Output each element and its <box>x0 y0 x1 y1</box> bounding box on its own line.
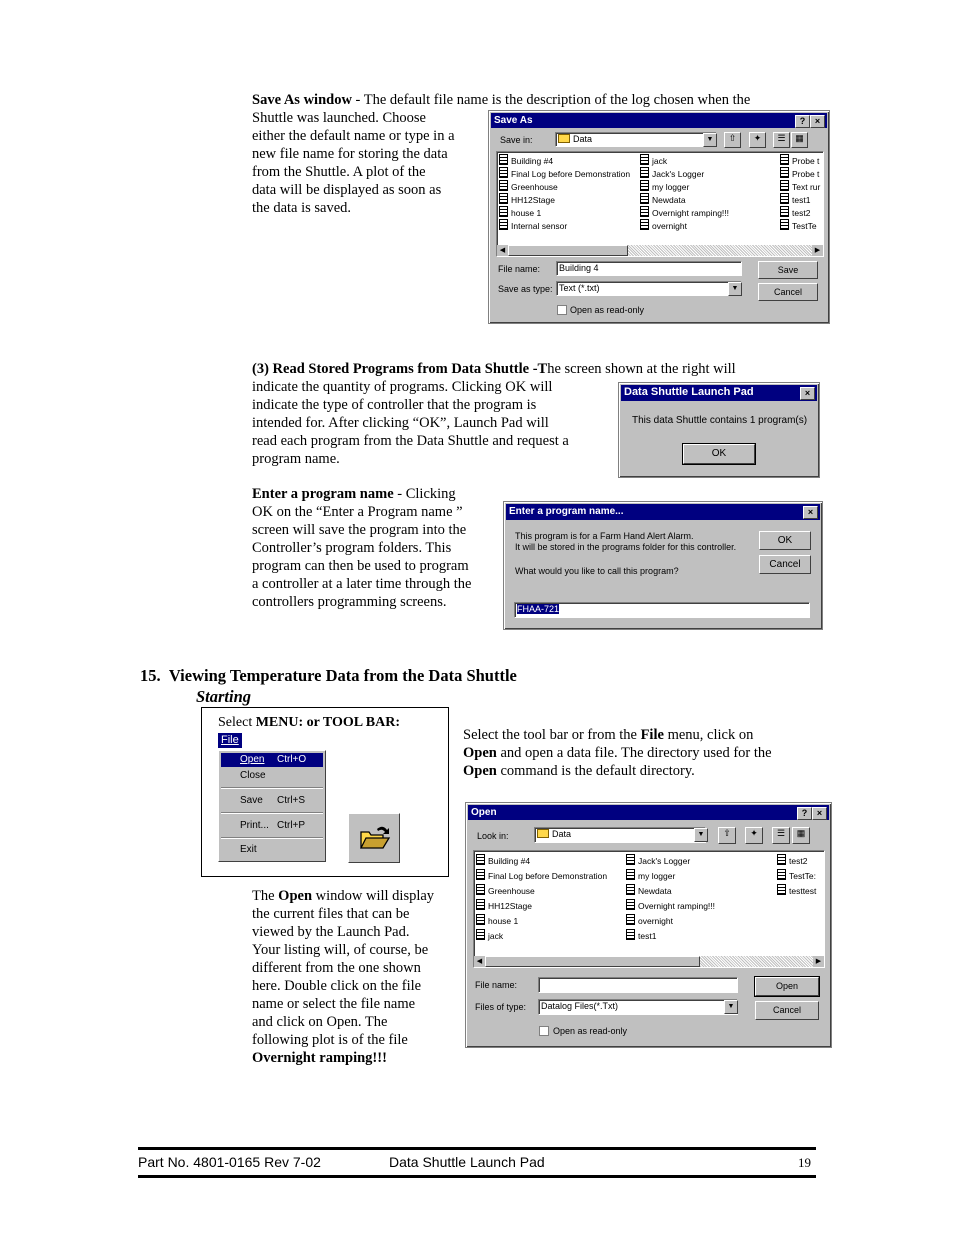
read-only-checkbox[interactable] <box>557 305 567 315</box>
open-title: Open <box>471 807 497 818</box>
file-name-input[interactable] <box>538 977 738 993</box>
scroll-right-icon[interactable]: ▶ <box>812 245 823 256</box>
scroll-thumb[interactable] <box>485 956 700 967</box>
footer-part-number: Part No. 4801-0165 Rev 7-02 <box>138 1154 321 1170</box>
chevron-down-icon[interactable]: ▼ <box>728 282 742 296</box>
save-type-select[interactable]: Text (*.txt) <box>556 281 742 296</box>
enter-name-paragraph <box>252 485 502 611</box>
list-item[interactable]: Text rur <box>780 180 820 193</box>
menu-divider <box>221 787 323 789</box>
ok-button[interactable]: OK <box>759 531 811 550</box>
enter-program-titlebar <box>506 504 820 520</box>
menu-item-open[interactable]: Open Ctrl+O <box>221 753 323 767</box>
save-as-file-list[interactable] <box>496 151 824 257</box>
scroll-thumb[interactable] <box>508 245 628 256</box>
file-menu[interactable]: File <box>218 733 242 748</box>
program-count-message: This data Shuttle contains 1 program(s) <box>632 415 808 426</box>
look-in-value: Data <box>552 829 572 839</box>
ok-button[interactable]: OK <box>683 444 755 464</box>
save-as-line: either the default name or type in a <box>252 128 455 144</box>
save-in-value: Data <box>573 134 593 144</box>
menu-item-print[interactable]: Print... Ctrl+P <box>240 820 306 831</box>
save-in-label: Save in: <box>500 135 533 145</box>
list-item[interactable]: TestTe <box>780 219 817 232</box>
scroll-left-icon[interactable]: ◀ <box>497 245 508 256</box>
look-in-label: Look in: <box>477 831 509 841</box>
list-item[interactable]: house 1 <box>499 206 541 219</box>
footer-rule <box>138 1175 816 1178</box>
folder-icon <box>537 829 549 838</box>
cancel-button[interactable]: Cancel <box>755 1001 819 1020</box>
open-folder-icon[interactable] <box>348 813 400 863</box>
list-item[interactable]: overnight <box>640 219 687 232</box>
chevron-down-icon[interactable]: ▼ <box>703 133 717 147</box>
save-as-heading: Save As window <box>252 92 352 108</box>
list-item[interactable]: Newdata <box>626 884 672 897</box>
menu-item-exit[interactable]: Exit <box>240 844 257 855</box>
list-item[interactable]: Internal sensor <box>499 219 567 232</box>
open-instructions: Select the tool bar or from the File menu, click on Open and open a data file. The directory used for the Open command is the default directory. <box>463 727 772 779</box>
list-item[interactable]: Probe t <box>780 167 819 180</box>
program-name-value: FHAA-721 <box>517 604 560 614</box>
save-as-dialog <box>488 110 830 324</box>
cancel-button[interactable]: Cancel <box>759 555 811 574</box>
save-as-title: Save As <box>494 115 533 126</box>
save-as-line: new file name for storing the data <box>252 146 448 162</box>
read-only-label: Open as read-only <box>553 1026 628 1036</box>
menu-item-save[interactable]: Save Ctrl+S <box>240 795 306 806</box>
help-button[interactable]: ? <box>797 807 812 820</box>
new-folder-icon[interactable]: ✦ <box>745 827 763 844</box>
list-item[interactable]: test1 <box>626 929 656 942</box>
menu-item-close[interactable]: Close <box>240 770 266 781</box>
scroll-left-icon[interactable]: ◀ <box>474 956 485 967</box>
read-programs-line: intended for. After clicking “OK”, Launch Pad will <box>252 415 549 431</box>
footer-rule <box>138 1147 816 1150</box>
section-number: 15. <box>140 666 161 685</box>
save-as-titlebar <box>491 113 827 128</box>
close-button[interactable]: × <box>810 115 825 128</box>
controller-type-message: This program is for a Farm Hand Alert Alarm. <box>515 531 694 541</box>
file-type-label: Files of type: <box>475 1002 527 1012</box>
storage-message: It will be stored in the programs folder for this controller. <box>515 542 737 552</box>
horizontal-scrollbar[interactable] <box>497 245 823 256</box>
read-programs-line: indicate the type of controller that the program is <box>252 397 537 413</box>
enter-name-line: controllers programming screens. <box>252 594 447 610</box>
open-titlebar <box>468 805 829 820</box>
details-view-icon[interactable]: ▦ <box>792 827 810 844</box>
section-heading <box>140 666 517 686</box>
page-number: 19 <box>798 1155 811 1170</box>
list-view-icon[interactable]: ☰ <box>773 132 790 148</box>
file-type-select[interactable]: Datalog Files(*.Txt) <box>538 999 738 1015</box>
enter-name-heading: Enter a program name <box>252 486 394 502</box>
read-programs-heading: (3) Read Stored Programs from Data Shuttle -T <box>252 361 548 377</box>
close-button[interactable]: × <box>812 807 827 820</box>
list-item[interactable]: Overnight ramping!!! <box>626 899 715 912</box>
name-prompt: What would you like to call this program? <box>515 566 679 576</box>
menu-divider <box>221 837 323 839</box>
menu-box-label: Select MENU: or TOOL BAR: <box>218 715 401 730</box>
read-only-checkbox[interactable] <box>539 1026 549 1036</box>
list-item[interactable]: test1 <box>780 193 810 206</box>
launch-pad-titlebar <box>621 385 817 401</box>
file-menu-dropdown <box>218 750 326 862</box>
save-as-line: data will be displayed as soon as <box>252 182 442 198</box>
list-item[interactable]: HH12Stage <box>476 899 532 912</box>
open-window-paragraph: The Open window will display the current files that can be viewed by the Launch Pad. Your listing will, of course, be different from the one shown here. Double click on the file name or select the file name and click on Open. The following plot is of the file Overnight ramping!!! <box>252 888 435 1066</box>
open-button[interactable]: Open <box>755 977 819 996</box>
enter-name-line: screen will save the program into the <box>252 522 467 538</box>
read-programs-line: program name. <box>252 451 340 467</box>
horizontal-scrollbar[interactable] <box>474 956 824 967</box>
close-button[interactable]: × <box>803 506 818 519</box>
help-button[interactable]: ? <box>795 115 810 128</box>
list-item[interactable]: Newdata <box>640 193 686 206</box>
list-item[interactable]: TestTe: <box>777 869 816 882</box>
enter-name-line: Controller’s program folders. This <box>252 540 452 556</box>
section-title: Viewing Temperature Data from the Data Shuttle <box>168 666 517 685</box>
save-as-line: from the Shuttle. A plot of the <box>252 164 426 180</box>
list-item[interactable]: Jack's Logger <box>626 854 690 867</box>
section-subtitle: Starting <box>196 687 252 706</box>
list-item[interactable]: Probe t <box>780 154 819 167</box>
open-dialog <box>465 802 832 1048</box>
menu-divider <box>221 812 323 814</box>
details-view-icon[interactable]: ▦ <box>791 132 808 148</box>
list-item[interactable]: overnight <box>626 914 673 927</box>
up-folder-icon[interactable]: ⇧ <box>724 132 741 148</box>
read-programs-line: indicate the quantity of programs. Clicking OK will <box>252 379 553 395</box>
list-item[interactable]: test2 <box>780 206 810 219</box>
save-type-label: Save as type: <box>498 284 553 294</box>
scroll-right-icon[interactable]: ▶ <box>813 956 824 967</box>
list-item[interactable]: jack <box>640 154 667 167</box>
menu-toolbar-box <box>201 707 449 877</box>
read-programs-line: he screen shown at the right will <box>547 361 736 377</box>
save-as-line: the data is saved. <box>252 200 352 216</box>
list-item[interactable]: Jack's Logger <box>640 167 704 180</box>
list-item[interactable]: Final Log before Demonstration <box>476 869 607 882</box>
look-in-select[interactable] <box>534 827 706 843</box>
file-name-input[interactable]: Building 4 <box>556 261 742 276</box>
list-view-icon[interactable]: ☰ <box>772 827 790 844</box>
read-only-label: Open as read-only <box>570 305 645 315</box>
folder-icon <box>558 134 570 143</box>
list-item[interactable]: Greenhouse <box>499 180 558 193</box>
list-item[interactable]: Greenhouse <box>476 884 535 897</box>
list-item[interactable]: house 1 <box>476 914 518 927</box>
enter-program-name-dialog <box>503 501 823 630</box>
list-item[interactable]: jack <box>476 929 503 942</box>
open-file-list[interactable] <box>473 850 825 968</box>
save-button[interactable]: Save <box>758 261 818 279</box>
chevron-down-icon[interactable]: ▼ <box>694 828 708 842</box>
program-name-input[interactable] <box>514 602 810 618</box>
save-as-line: - The default file name is the description of the log chosen when the <box>351 92 751 108</box>
list-item[interactable]: Final Log before Demonstration <box>499 167 630 180</box>
list-item[interactable]: Building #4 <box>499 154 553 167</box>
enter-name-line: - Clicking <box>393 486 456 502</box>
enter-program-title: Enter a program name... <box>509 506 624 517</box>
save-as-line: Shuttle was launched. Choose <box>252 110 426 126</box>
list-item[interactable]: my logger <box>640 180 689 193</box>
cancel-button[interactable]: Cancel <box>758 283 818 301</box>
close-button[interactable]: × <box>800 387 815 400</box>
launch-pad-title: Data Shuttle Launch Pad <box>624 386 754 398</box>
chevron-down-icon[interactable]: ▼ <box>724 1000 738 1014</box>
enter-name-line: a controller at a later time through the <box>252 576 472 592</box>
list-item[interactable]: Overnight ramping!!! <box>640 206 729 219</box>
file-name-label: File name: <box>498 264 541 274</box>
list-item[interactable]: testtest <box>777 884 816 897</box>
footer-title: Data Shuttle Launch Pad <box>389 1154 545 1170</box>
list-item[interactable]: test2 <box>777 854 807 867</box>
read-programs-line: read each program from the Data Shuttle and request a <box>252 433 569 449</box>
enter-name-line: program can then be used to program <box>252 558 469 574</box>
list-item[interactable]: Building #4 <box>476 854 530 867</box>
up-folder-icon[interactable]: ⇧ <box>718 827 736 844</box>
enter-name-line: OK on the “Enter a Program name ” <box>252 504 463 520</box>
file-name-label: File name: <box>475 980 518 990</box>
list-item[interactable]: my logger <box>626 869 675 882</box>
list-item[interactable]: HH12Stage <box>499 193 555 206</box>
new-folder-icon[interactable]: ✦ <box>749 132 766 148</box>
launch-pad-dialog <box>618 382 820 478</box>
save-in-select[interactable] <box>555 132 717 147</box>
